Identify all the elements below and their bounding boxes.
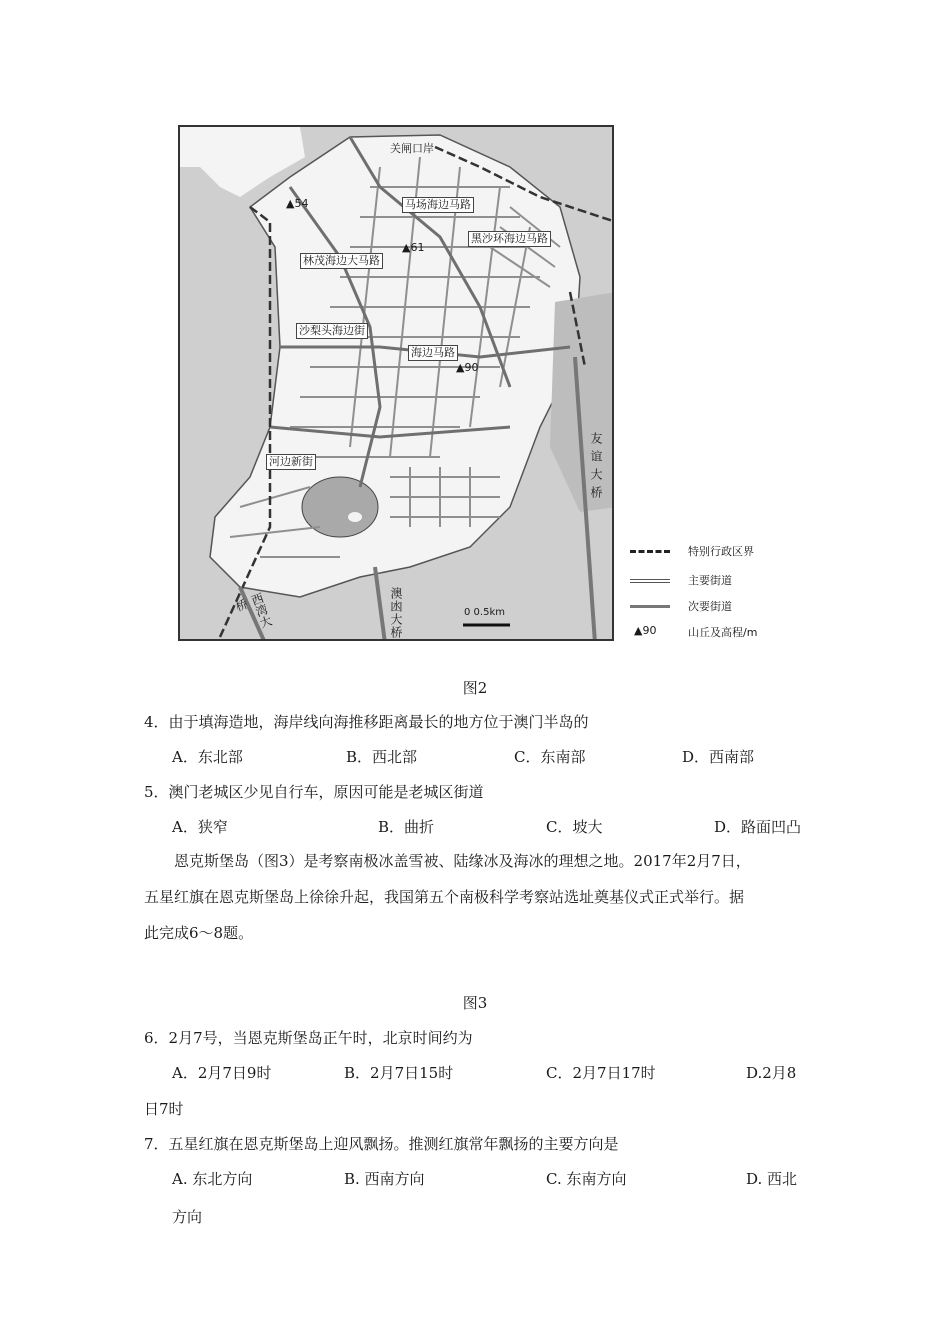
q5-option-c: C．坡大	[546, 818, 603, 836]
legend-minor-road	[630, 598, 790, 614]
legend-boundary	[630, 543, 790, 559]
hill-61: ▲61	[402, 241, 425, 254]
q6-option-d-wrap: 日7时	[144, 1100, 184, 1118]
figure2-caption: 图2	[462, 679, 488, 697]
q5-stem: 5．澳门老城区少见自行车，原因可能是老城区街道	[144, 783, 484, 801]
boundary-symbol	[630, 550, 670, 553]
q4-option-b: B．西北部	[346, 748, 418, 766]
label-aoqi-bridge: 澳凼大桥	[389, 587, 403, 639]
q7-option-d-wrap: 方向	[172, 1208, 203, 1226]
label-hebian: 河边新街	[266, 454, 316, 470]
label-shalitou: 沙梨头海边街	[296, 323, 368, 339]
q6-option-d: D.2月8	[746, 1064, 797, 1082]
label-heisha: 黑沙环海边马路	[468, 231, 551, 247]
label-youyi-bridge: 友谊大桥	[589, 432, 603, 504]
legend-main-road-label: 主要街道	[688, 574, 732, 587]
label-guanzha: 关闸口岸	[390, 142, 434, 155]
q7-option-d: D. 西北	[746, 1170, 798, 1188]
legend-hill-label: 山丘及高程/m	[688, 626, 758, 639]
label-linmao: 林茂海边大马路	[300, 253, 383, 269]
legend-hill	[630, 624, 790, 640]
hill-54: ▲54	[286, 197, 309, 210]
legend-boundary-label: 特别行政区界	[688, 545, 754, 558]
passage-line-2: 五星红旗在恩克斯堡岛上徐徐升起，我国第五个南极科学考察站选址奠基仪式正式举行。据	[144, 888, 745, 906]
q6-stem: 6．2月7号，当恩克斯堡岛正午时，北京时间约为	[144, 1029, 473, 1047]
label-machang: 马场海边马路	[402, 197, 474, 213]
q6-option-a: A．2月7日9时	[172, 1064, 272, 1082]
legend-minor-road-label: 次要街道	[688, 600, 732, 613]
q7-option-a: A. 东北方向	[172, 1170, 253, 1188]
q5-option-d: D．路面凹凸	[714, 818, 802, 836]
legend-main-road	[630, 572, 790, 588]
minor-road-symbol	[630, 605, 670, 608]
q7-stem: 7．五星红旗在恩克斯堡岛上迎风飘扬。推测红旗常年飘扬的主要方向是	[144, 1135, 619, 1153]
label-haibian: 海边马路	[408, 345, 458, 361]
q4-option-a: A．东北部	[172, 748, 243, 766]
q5-option-a: A．狭窄	[172, 818, 228, 836]
macau-map-figure	[178, 125, 793, 645]
q7-option-c: C. 东南方向	[546, 1170, 627, 1188]
map-drawing	[180, 127, 614, 641]
island-in-lake	[348, 512, 362, 522]
q4-stem: 4．由于填海造地，海岸线向海推移距离最长的地方位于澳门半岛的	[144, 713, 589, 731]
hill-symbol: ▲90	[634, 624, 657, 637]
q7-option-b: B. 西南方向	[344, 1170, 425, 1188]
hill-90: ▲90	[456, 361, 479, 374]
label-xiwan-bridge: 西湾大桥	[232, 591, 274, 630]
figure3-caption: 图3	[462, 994, 488, 1012]
q5-option-b: B．曲折	[378, 818, 435, 836]
q6-option-b: B．2月7日15时	[344, 1064, 454, 1082]
passage-line-1: 恩克斯堡岛（图3）是考察南极冰盖雪被、陆缘冰及海冰的理想之地。2017年2月7日，	[174, 852, 751, 870]
q6-option-c: C．2月7日17时	[546, 1064, 656, 1082]
q4-option-d: D．西南部	[682, 748, 755, 766]
main-road-symbol	[630, 579, 670, 583]
map-frame	[178, 125, 614, 641]
passage-line-3: 此完成6～8题。	[144, 924, 254, 942]
scale-label: 0 0.5km	[464, 607, 505, 618]
macau-taipa-bridge-line	[375, 567, 385, 641]
q4-option-c: C．东南部	[514, 748, 586, 766]
